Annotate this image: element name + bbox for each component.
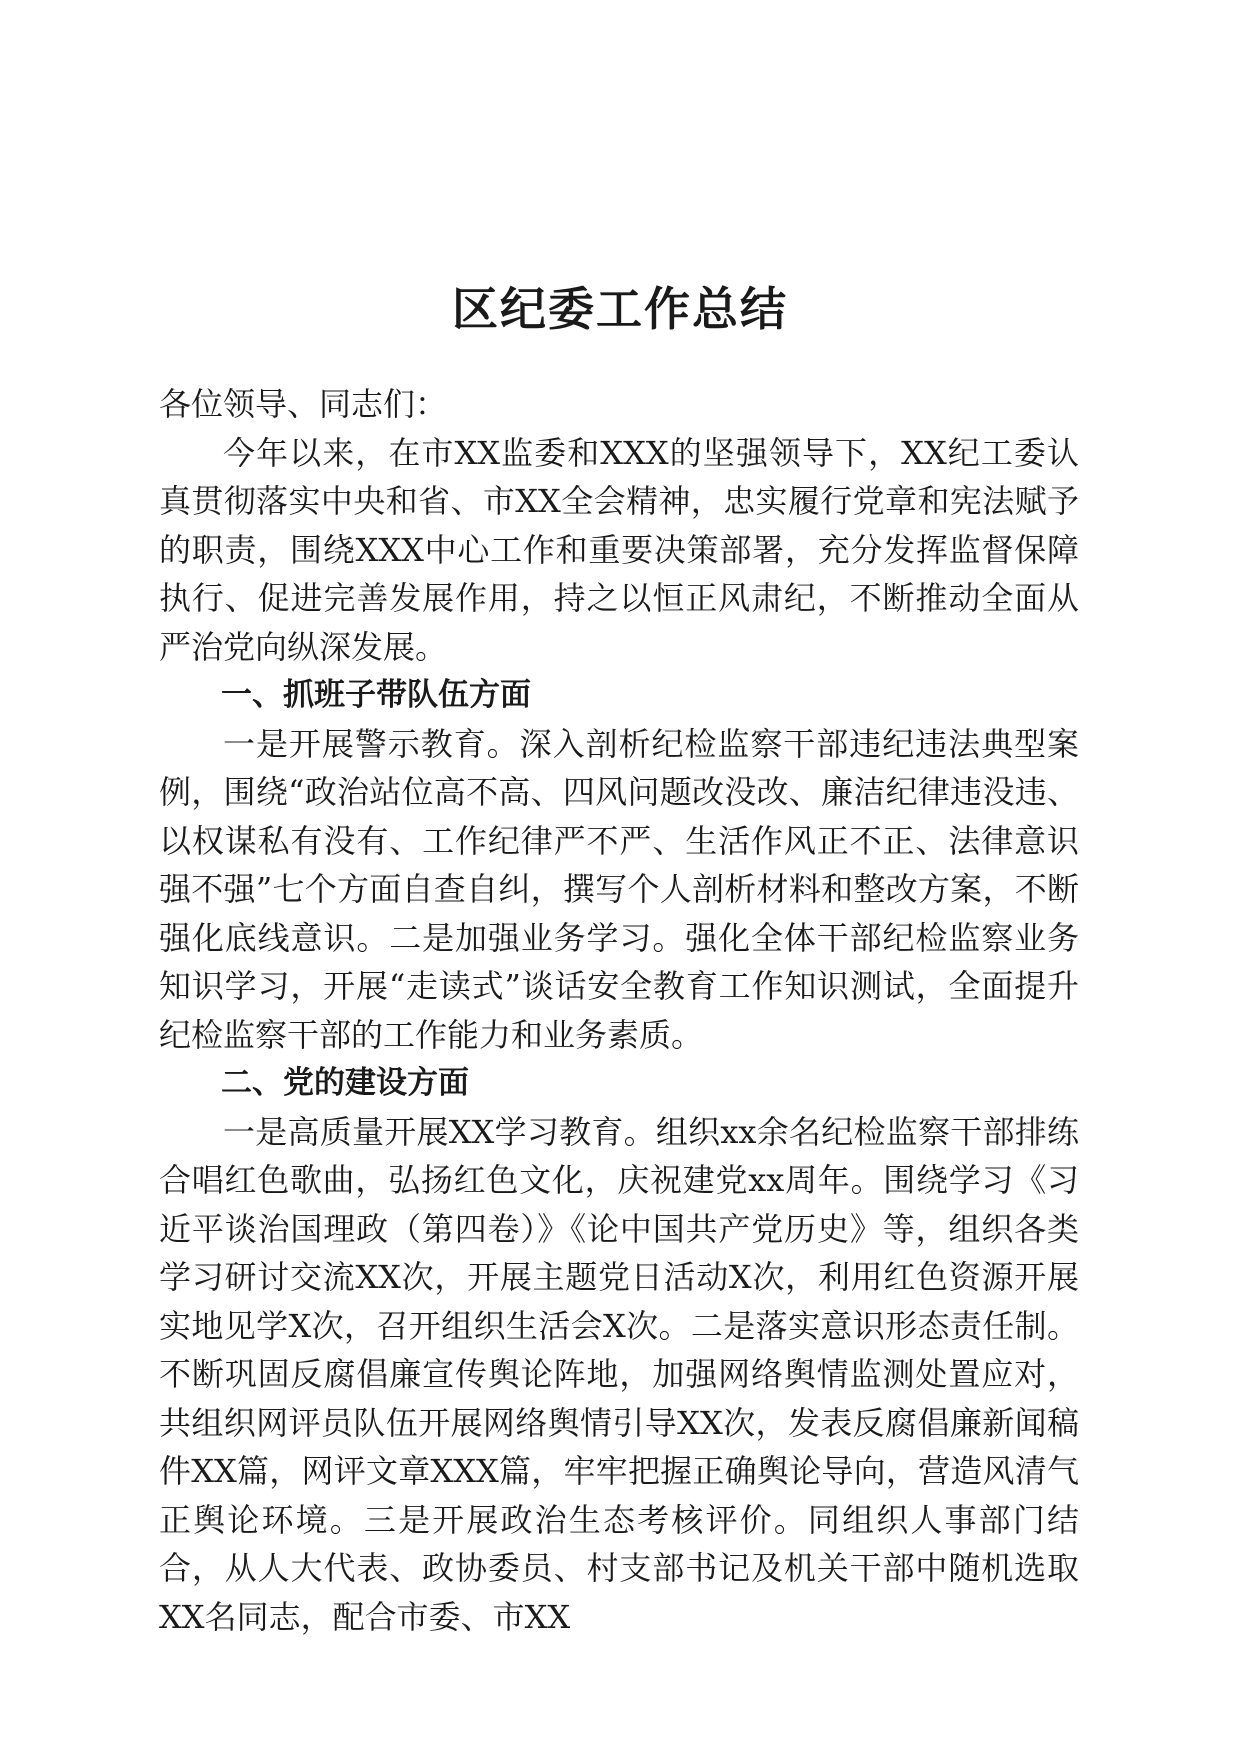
section-paragraph-1: 一是开展警示教育。深入剖析纪检监察干部违纪违法典型案例，围绕“政治站位高不高、四风问题改没改、廉洁纪律违没违、以权谋私有没有、工作纪律严不严、生活作风正不正、法律意识强不强”七个方面自查自纠，撰写个人剖析材料和整改方案，不断强化底线意识。二是加强业务学习。强化全体干部纪检监察业务知识学习，开展“走读式”谈话安全教育工作知识测试，全面提升纪检监察干部的工作能力和业务素质。 — [159, 724, 1079, 1054]
salutation: 各位领导、同志们： — [159, 385, 448, 423]
intro-paragraph: 今年以来，在市XX监委和XXX的坚强领导下，XX纪工委认真贯彻落实中央和省、市XX全会精神，忠实履行党章和宪法赋予的职责，围绕XXX中心工作和重要决策部署，充分发挥监督保障执行、促进完善发展作用，持之以恒正风肃纪，不断推动全面从严治党向纵深发展。 — [159, 433, 1079, 666]
section-heading-2: 二、党的建设方面 — [221, 1065, 469, 1101]
section-paragraph-2: 一是高质量开展XX学习教育。组织xx余名纪检监察干部排练合唱红色歌曲，弘扬红色文化，庆祝建党xx周年。围绕学习《习近平谈治国理政（第四卷）》《论中国共产党历史》等，组织各类学习研讨交流XX次，开展主题党日活动X次，利用红色资源开展实地见学X次，召开组织生活会X次。二是落实意识形态责任制。不断巩固反腐倡廉宣传舆论阵地，加强网络舆情监测处置应对，共组织网评员队伍开展网络舆情引导XX次，发表反腐倡廉新闻稿件XX篇，网评文章XXX篇，牢牢把握正确舆论导向，营造风清气正舆论环境。三是开展政治生态考核评价。同组织人事部门结合，从人大代表、政协委员、村支部书记及机关干部中随机选取XX名同志，配合市委、市XX — [159, 1112, 1079, 1636]
document-body — [159, 380, 1079, 1641]
document-title: 区纪委工作总结 — [452, 281, 788, 336]
section-heading-1: 一、抓班子带队伍方面 — [221, 677, 531, 713]
